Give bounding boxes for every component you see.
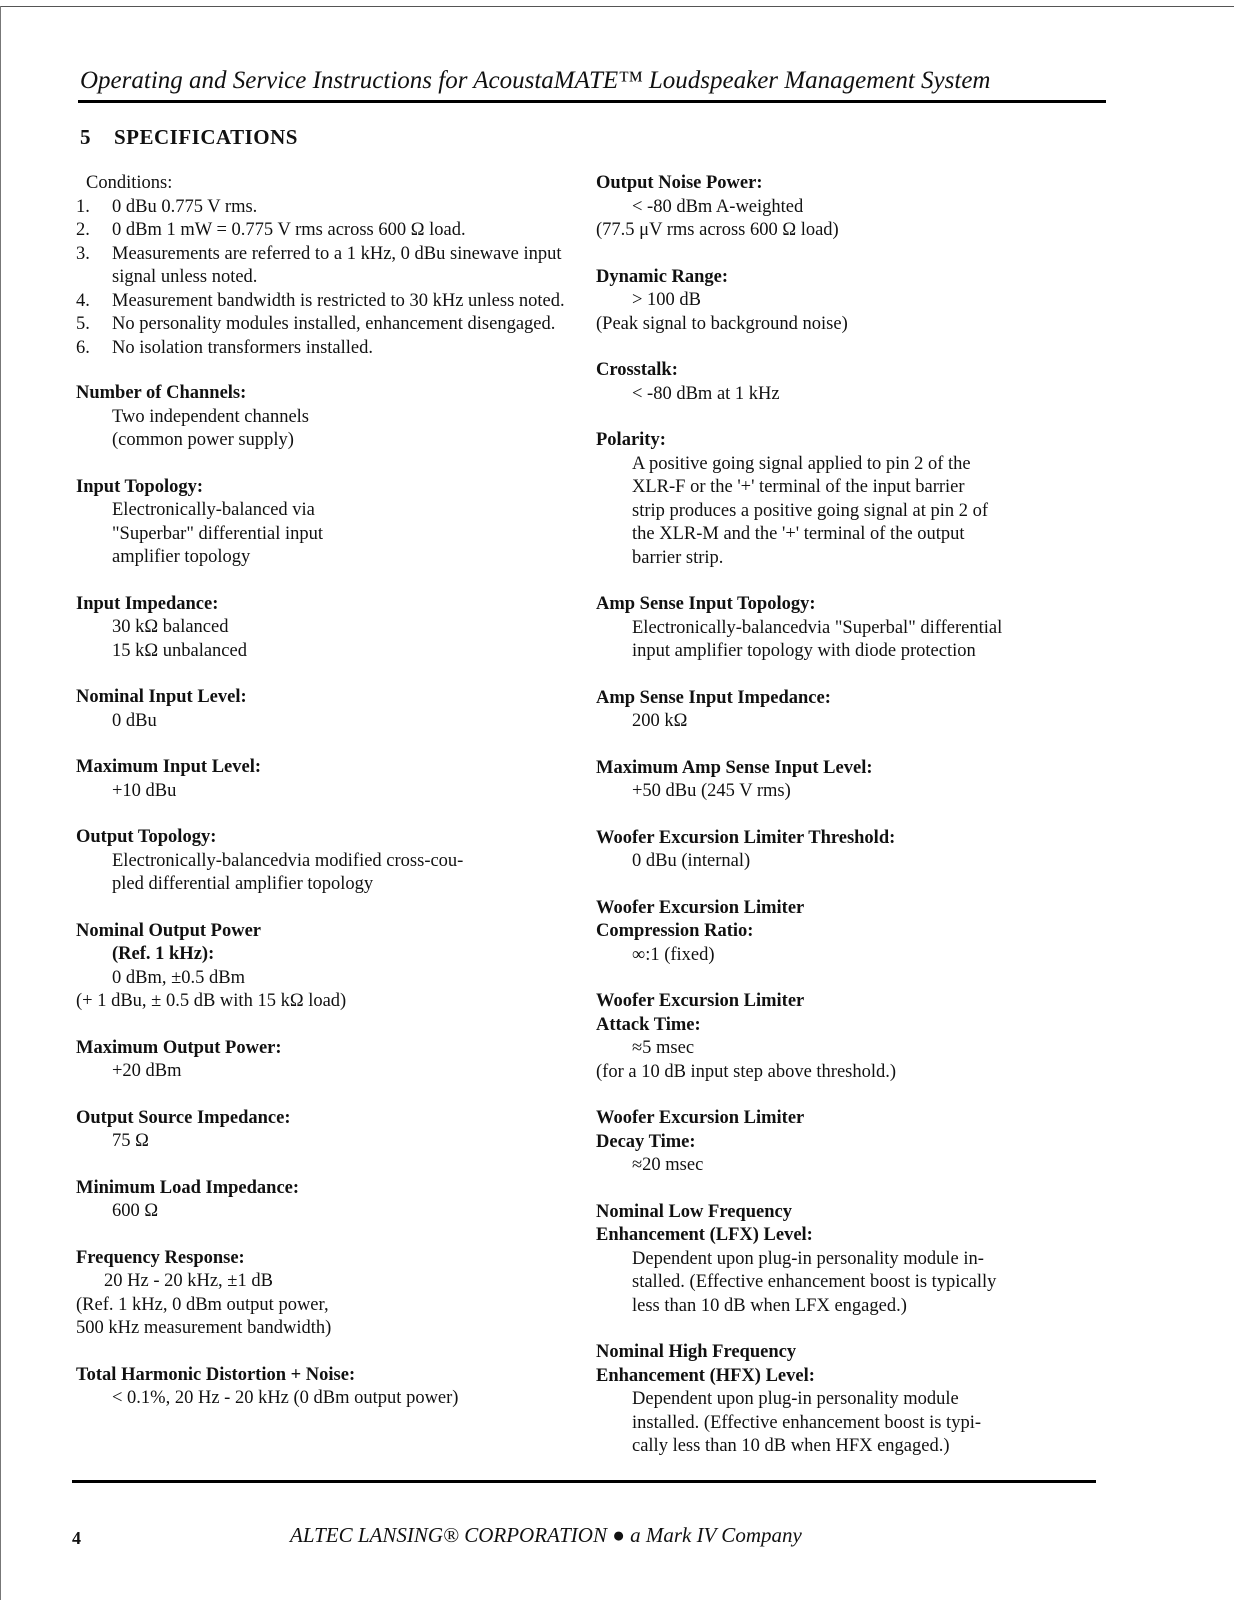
condition-item (76, 196, 566, 220)
condition-text: Measurements are referred to a 1 kHz, 0 dBu sinewave input signal unless noted. (112, 243, 562, 287)
footer-company: ALTEC LANSING® CORPORATION ● a Mark IV Company (290, 1523, 802, 1547)
condition-item (76, 290, 566, 314)
spec-value: pled differential amplifier topology (112, 874, 374, 894)
spec-label: Minimum Load Impedance: (76, 1177, 300, 1198)
page-header-title: Operating and Service Instructions for AcoustaMATE™ Loudspeaker Management System (80, 67, 991, 94)
spec-label: Nominal Output Power (76, 920, 261, 941)
spec-value: > 100 dB (632, 290, 702, 310)
spec-frequency-response (76, 1247, 566, 1341)
spec-thd-noise (76, 1364, 566, 1411)
header-rule (78, 100, 1106, 103)
spec-value: amplifier topology (112, 547, 251, 567)
spec-label: Nominal High Frequency (596, 1342, 797, 1362)
spec-label: Total Harmonic Distortion + Noise: (76, 1364, 356, 1385)
spec-note: (+ 1 dBu, ± 0.5 dB with 15 kΩ load) (76, 991, 347, 1011)
spec-label: Maximum Output Power: (76, 1037, 282, 1058)
spec-label: Woofer Excursion Limiter (596, 991, 805, 1011)
spec-value: < 0.1%, 20 Hz - 20 kHz (0 dBm output power) (112, 1388, 459, 1408)
spec-label: Maximum Amp Sense Input Level: (596, 757, 873, 778)
condition-text: 0 dBu 0.775 V rms. (112, 196, 258, 217)
spec-value: XLR-F or the '+' terminal of the input barrier (632, 477, 965, 497)
condition-number: 6. (76, 337, 90, 358)
spec-value: Two independent channels (112, 406, 310, 427)
page-top-border (0, 6, 1234, 7)
spec-value: Dependent upon plug-in personality module in- (632, 1248, 984, 1269)
spec-label: Nominal Low Frequency (596, 1201, 792, 1222)
spec-label: Dynamic Range: (596, 266, 729, 287)
condition-item (76, 337, 566, 361)
conditions-block (76, 172, 566, 360)
condition-text: No personality modules installed, enhancement disengaged. (112, 314, 556, 334)
spec-value: Electronically-balanced via (112, 500, 315, 520)
section-heading (80, 125, 298, 150)
conditions-heading: Conditions: (86, 173, 173, 193)
spec-label-continued: Compression Ratio: (596, 921, 754, 941)
spec-label: Frequency Response: (76, 1247, 245, 1268)
spec-maximum-input-level (76, 756, 566, 803)
spec-limiter-compression-ratio (596, 897, 1116, 968)
spec-label: Nominal Input Level: (76, 687, 247, 707)
spec-output-source-impedance (76, 1107, 566, 1154)
spec-number-of-channels (76, 382, 566, 453)
spec-value: A positive going signal applied to pin 2 of the (632, 453, 971, 474)
spec-value: 15 kΩ unbalanced (112, 640, 247, 661)
spec-note: 500 kHz measurement bandwidth) (76, 1318, 332, 1338)
spec-value: input amplifier topology with diode protection (632, 641, 976, 661)
spec-polarity (596, 429, 1116, 570)
spec-value: 30 kΩ balanced (112, 617, 229, 637)
footer-rule (72, 1480, 1096, 1483)
spec-label: Output Noise Power: (596, 173, 763, 193)
condition-item (76, 243, 566, 290)
spec-output-topology (76, 826, 566, 897)
spec-label-continued: Enhancement (HFX) Level: (596, 1365, 815, 1386)
spec-note: (Ref. 1 kHz, 0 dBm output power, (76, 1294, 329, 1315)
spec-label-continued: Enhancement (LFX) Level: (596, 1225, 813, 1245)
spec-value: ∞:1 (fixed) (632, 944, 715, 965)
spec-label: Amp Sense Input Impedance: (596, 687, 831, 708)
spec-limiter-threshold (596, 827, 1116, 874)
spec-label-continued: (Ref. 1 kHz): (112, 944, 215, 964)
spec-value: 75 Ω (112, 1131, 149, 1151)
spec-output-noise-power (596, 172, 1116, 243)
condition-text: Measurement bandwidth is restricted to 30 kHz unless noted. (112, 290, 565, 311)
spec-value: +50 dBu (245 V rms) (632, 781, 791, 801)
spec-label: Amp Sense Input Topology: (596, 594, 816, 614)
spec-value: ≈5 msec (632, 1038, 695, 1058)
spec-maximum-output-power (76, 1037, 566, 1084)
spec-note: (Peak signal to background noise) (596, 313, 848, 334)
spec-dynamic-range (596, 266, 1116, 337)
spec-value: < -80 dBm A-weighted (632, 196, 804, 217)
spec-label: Maximum Input Level: (76, 757, 261, 777)
spec-note: (77.5 μV rms across 600 Ω load) (596, 220, 839, 240)
spec-value: 200 kΩ (632, 711, 688, 731)
spec-limiter-attack-time (596, 990, 1116, 1084)
spec-label-continued: Attack Time: (596, 1014, 701, 1035)
spec-label: Output Topology: (76, 827, 217, 847)
right-column (596, 172, 1116, 1482)
condition-item (76, 313, 566, 337)
condition-text: No isolation transformers installed. (112, 337, 374, 358)
condition-number: 1. (76, 196, 90, 217)
spec-value: Electronically-balancedvia "Superbal" differential (632, 617, 1003, 638)
spec-nominal-input-level (76, 686, 566, 733)
spec-value: installed. (Effective enhancement boost is typi- (632, 1412, 981, 1433)
spec-value: the XLR-M and the '+' terminal of the output (632, 524, 965, 544)
spec-label: Input Topology: (76, 476, 203, 497)
spec-label: Woofer Excursion Limiter Threshold: (596, 827, 896, 848)
condition-item (76, 219, 566, 243)
spec-label-continued: Decay Time: (596, 1131, 696, 1152)
spec-value: 0 dBm, ±0.5 dBm (112, 967, 245, 988)
left-column (76, 172, 566, 1434)
condition-text: 0 dBm 1 mW = 0.775 V rms across 600 Ω load. (112, 220, 466, 240)
condition-number: 5. (76, 314, 90, 334)
spec-value: 0 dBu (internal) (632, 851, 751, 871)
spec-label: Woofer Excursion Limiter (596, 897, 805, 918)
condition-number: 2. (76, 220, 90, 240)
spec-value: < -80 dBm at 1 kHz (632, 383, 780, 404)
spec-nominal-output-power (76, 920, 566, 1014)
spec-input-topology (76, 476, 566, 570)
spec-value: strip produces a positive going signal at pin 2 of (632, 500, 989, 521)
spec-value: Dependent upon plug-in personality module (632, 1389, 959, 1409)
spec-value: +20 dBm (112, 1061, 182, 1081)
spec-value: 0 dBu (112, 710, 157, 731)
spec-label: Polarity: (596, 430, 666, 450)
spec-note: (for a 10 dB input step above threshold.) (596, 1061, 897, 1082)
spec-value: 600 Ω (112, 1201, 159, 1221)
section-number: 5 (80, 125, 91, 149)
spec-amp-sense-input-topology (596, 593, 1116, 664)
spec-value: Electronically-balancedvia modified cross-cou- (112, 850, 464, 871)
spec-crosstalk (596, 359, 1116, 406)
spec-value: (common power supply) (112, 430, 294, 450)
spec-minimum-load-impedance (76, 1177, 566, 1224)
section-title: SPECIFICATIONS (114, 125, 298, 149)
page-left-border (0, 6, 1, 1600)
spec-value: ≈20 msec (632, 1155, 704, 1175)
spec-label: Input Impedance: (76, 593, 219, 614)
spec-limiter-decay-time (596, 1107, 1116, 1178)
page-number: 4 (72, 1528, 81, 1548)
spec-value: stalled. (Effective enhancement boost is typically (632, 1272, 997, 1292)
condition-number: 4. (76, 290, 90, 311)
spec-value: "Superbar" differential input (112, 523, 324, 544)
spec-label: Crosstalk: (596, 360, 678, 380)
spec-max-amp-sense-input-level (596, 757, 1116, 804)
spec-lfx-level (596, 1201, 1116, 1319)
spec-label: Woofer Excursion Limiter (596, 1108, 805, 1128)
spec-label: Number of Channels: (76, 383, 247, 403)
spec-value: +10 dBu (112, 780, 177, 801)
spec-value: cally less than 10 dB when HFX engaged.) (632, 1436, 950, 1456)
spec-input-impedance (76, 593, 566, 664)
spec-hfx-level (596, 1341, 1116, 1459)
condition-number: 3. (76, 243, 90, 264)
spec-label: Output Source Impedance: (76, 1107, 291, 1128)
spec-value: barrier strip. (632, 547, 724, 568)
spec-value: 20 Hz - 20 kHz, ±1 dB (104, 1271, 273, 1291)
spec-amp-sense-input-impedance (596, 687, 1116, 734)
spec-value: less than 10 dB when LFX engaged.) (632, 1295, 907, 1316)
